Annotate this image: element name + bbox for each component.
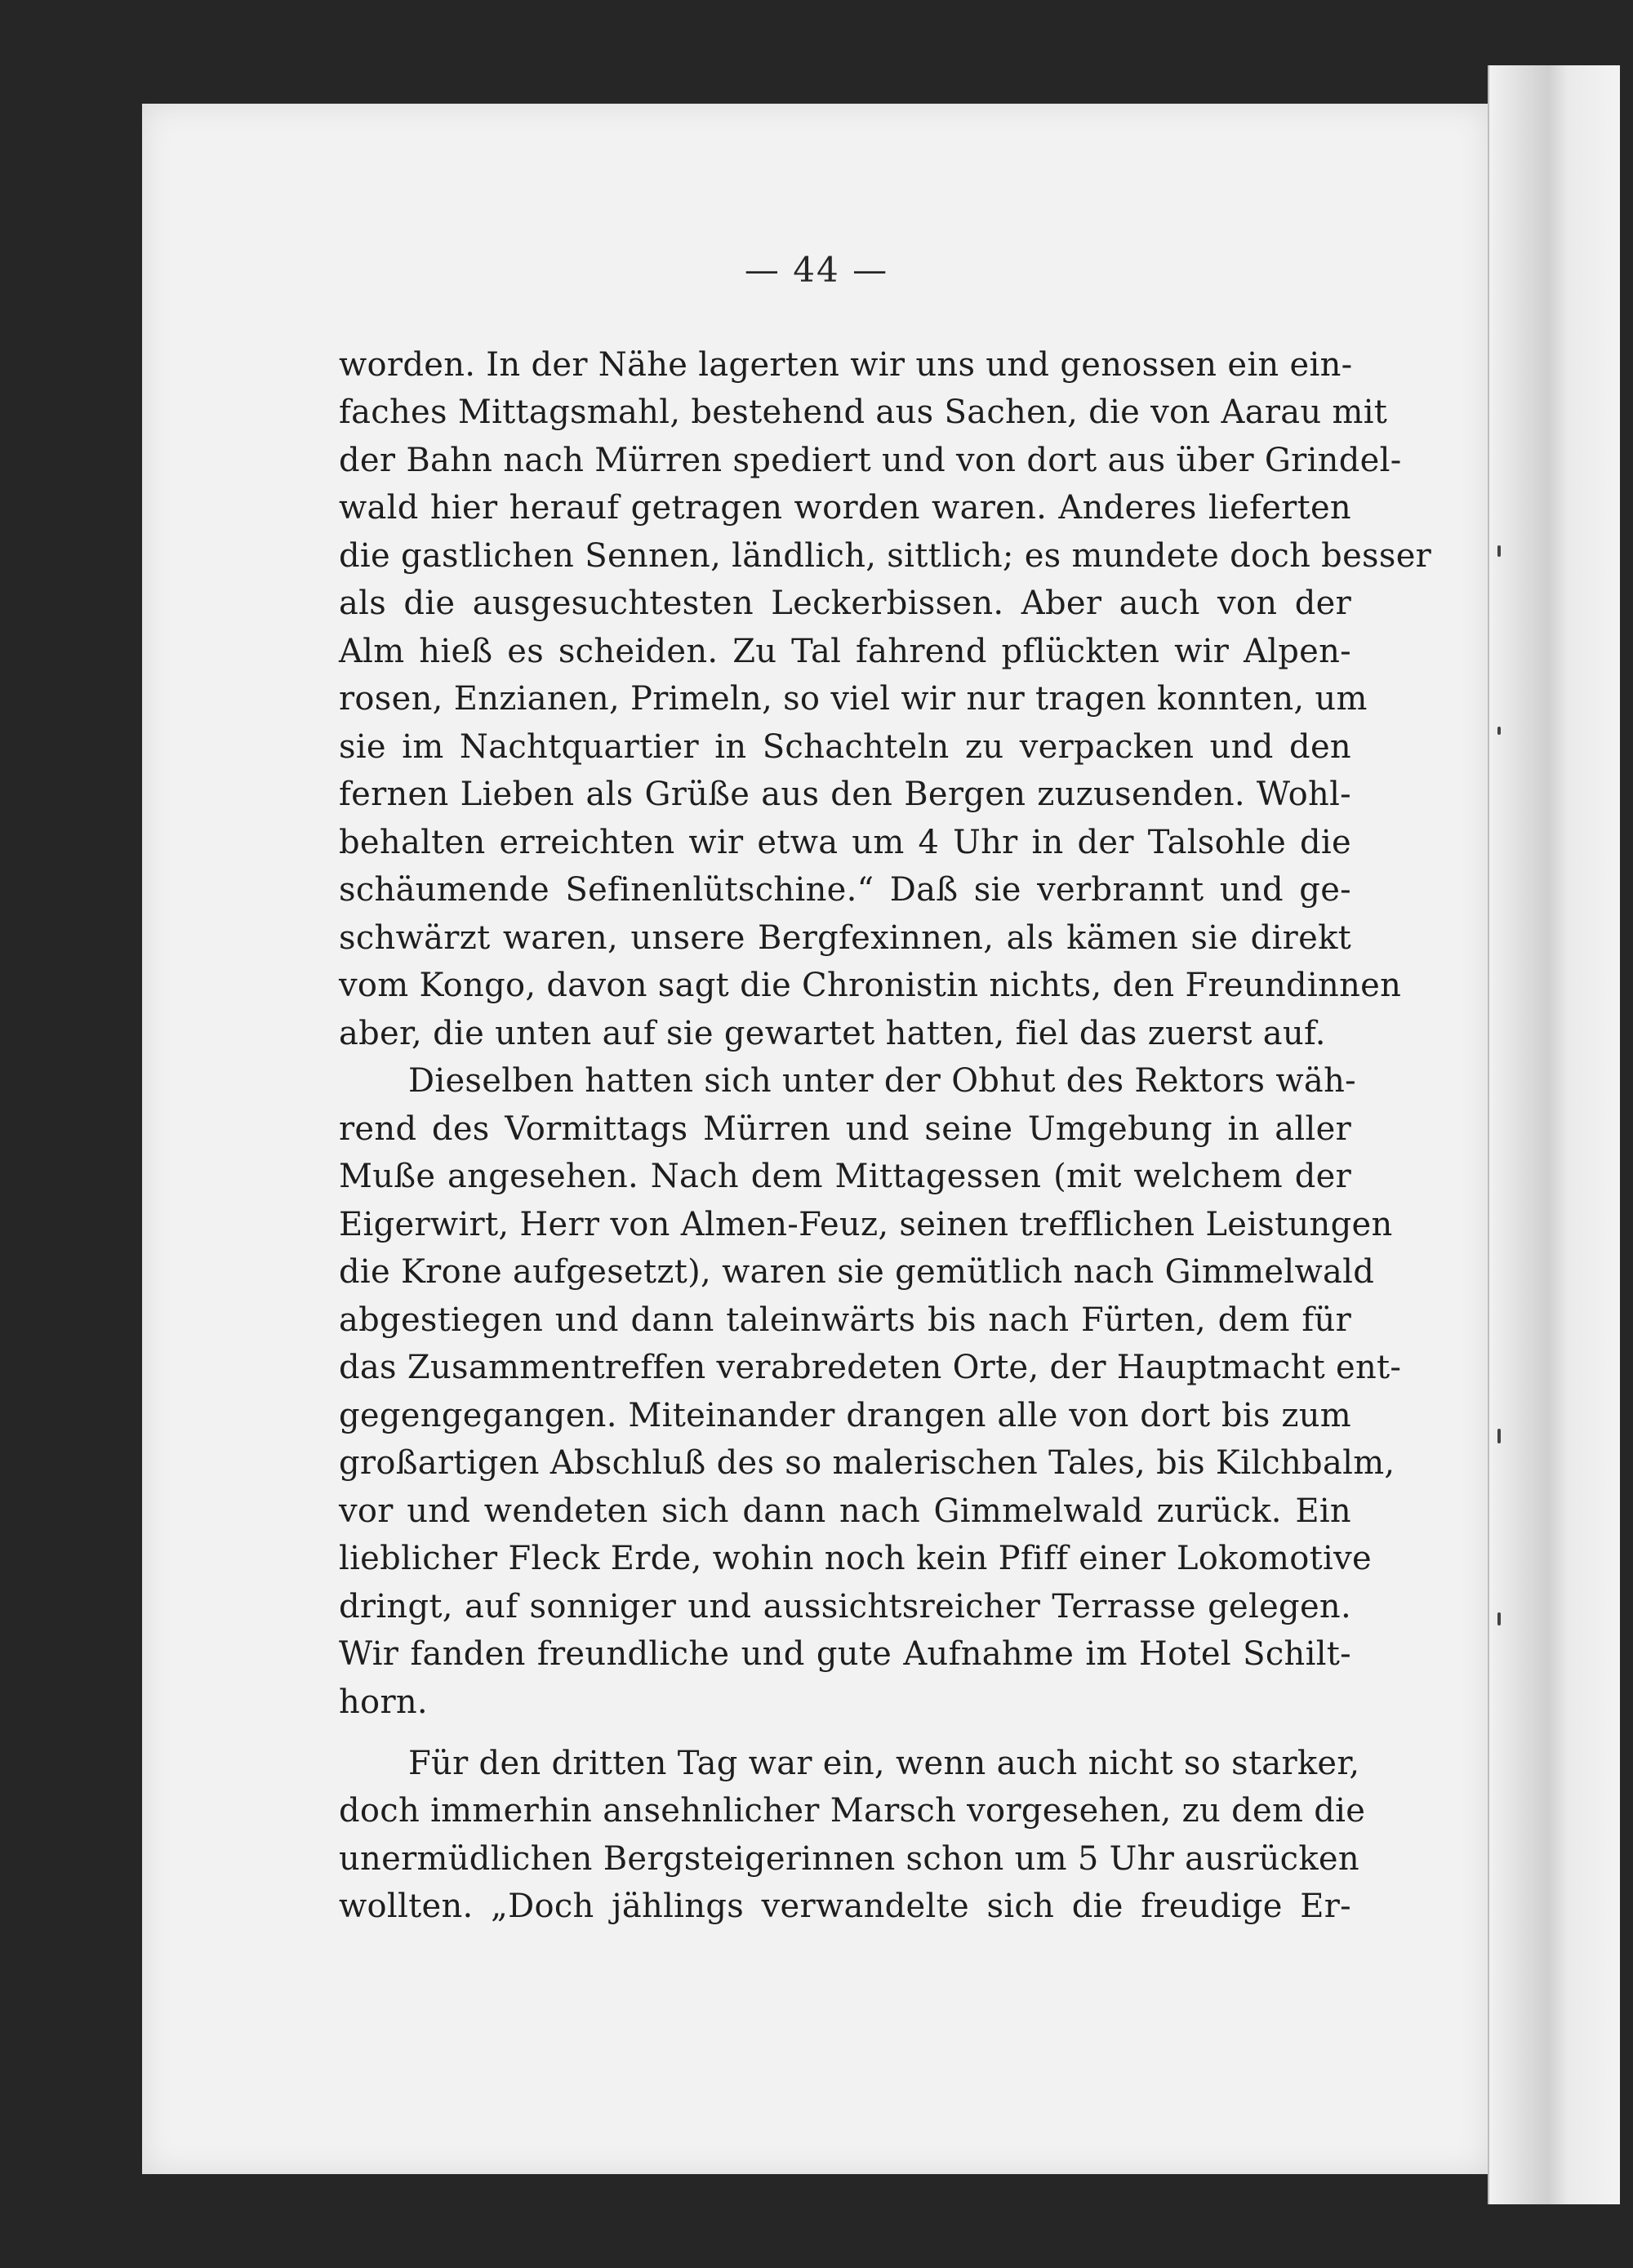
text-line: fernen Lieben als Grüße aus den Bergen zuzusenden. Wohl-: [339, 776, 1351, 813]
text-line: großartigen Abschluß des so malerischen Tales, bis Kilchbalm,: [339, 1444, 1395, 1482]
text-line: faches Mittagsmahl, bestehend aus Sachen, die von Aarau mit: [339, 394, 1388, 431]
text-line: doch immerhin ansehnlicher Marsch vorgesehen, zu dem die: [339, 1792, 1366, 1830]
text-line: schäumende Sefinenlütschine.“ Daß sie verbrannt und ge-: [339, 871, 1351, 909]
text-line: rend des Vormittags Mürren und seine Umgebung in aller: [339, 1110, 1351, 1148]
text-line: als die ausgesuchtesten Leckerbissen. Aber auch von der: [339, 585, 1351, 622]
text-line: wollten. „Doch jählings verwandelte sich die freudige Er-: [339, 1888, 1351, 1925]
text-line: Alm hieß es scheiden. Zu Tal fahrend pflückten wir Alpen-: [339, 633, 1351, 670]
text-line: wald hier herauf getragen worden waren. Anderes lieferten: [339, 489, 1351, 527]
text-line: abgestiegen und dann taleinwärts bis nach Fürten, dem für: [339, 1301, 1351, 1339]
text-line: rosen, Enzianen, Primeln, so viel wir nur tragen konnten, um: [339, 680, 1368, 718]
text-line: horn.: [339, 1683, 428, 1721]
text-line: die Krone aufgesetzt), waren sie gemütlich nach Gimmelwald: [339, 1253, 1375, 1291]
text-line: Für den dritten Tag war ein, wenn auch nicht so starker,: [408, 1745, 1360, 1782]
text-line: Dieselben hatten sich unter der Obhut des Rektors wäh-: [408, 1062, 1356, 1100]
text-line: der Bahn nach Mürren spediert und von dort aus über Grindel-: [339, 442, 1402, 479]
text-line: unermüdlichen Bergsteigerinnen schon um 5 Uhr ausrücken: [339, 1840, 1359, 1878]
text-line: Wir fanden freundliche und gute Aufnahme im Hotel Schilt-: [339, 1635, 1351, 1673]
text-line: das Zusammentreffen verabredeten Orte, der Hauptmacht ent-: [339, 1349, 1402, 1386]
text-line: sie im Nachtquartier in Schachteln zu verpacken und den: [339, 728, 1351, 766]
text-line: schwärzt waren, unsere Bergfexinnen, als kämen sie direkt: [339, 919, 1351, 957]
text-line: behalten erreichten wir etwa um 4 Uhr in der Talsohle die: [339, 824, 1351, 861]
text-line: vor und wendeten sich dann nach Gimmelwald zurück. Ein: [339, 1492, 1351, 1530]
text-line: aber, die unten auf sie gewartet hatten, fiel das zuerst auf.: [339, 1015, 1326, 1052]
text-line: vom Kongo, davon sagt die Chronistin nichts, den Freundinnen: [339, 967, 1402, 1004]
page-number: — 44 —: [744, 250, 889, 290]
text-line: dringt, auf sonniger und aussichtsreicher Terrasse gelegen.: [339, 1588, 1351, 1625]
text-line: gegengegangen. Miteinander drangen alle von dort bis zum: [339, 1397, 1351, 1434]
text-line: Muße angesehen. Nach dem Mittagessen (mit welchem der: [339, 1158, 1351, 1195]
text-line: die gastlichen Sennen, ländlich, sittlich; es mundete doch besser: [339, 537, 1432, 575]
text-line: worden. In der Nähe lagerten wir uns und genossen ein ein-: [339, 346, 1353, 384]
text-line: Eigerwirt, Herr von Almen-Feuz, seinen trefflichen Leistungen: [339, 1206, 1393, 1243]
book-spine: [1488, 65, 1620, 2204]
text-line: lieblicher Fleck Erde, wohin noch kein Pfiff einer Lokomotive: [339, 1540, 1372, 1577]
